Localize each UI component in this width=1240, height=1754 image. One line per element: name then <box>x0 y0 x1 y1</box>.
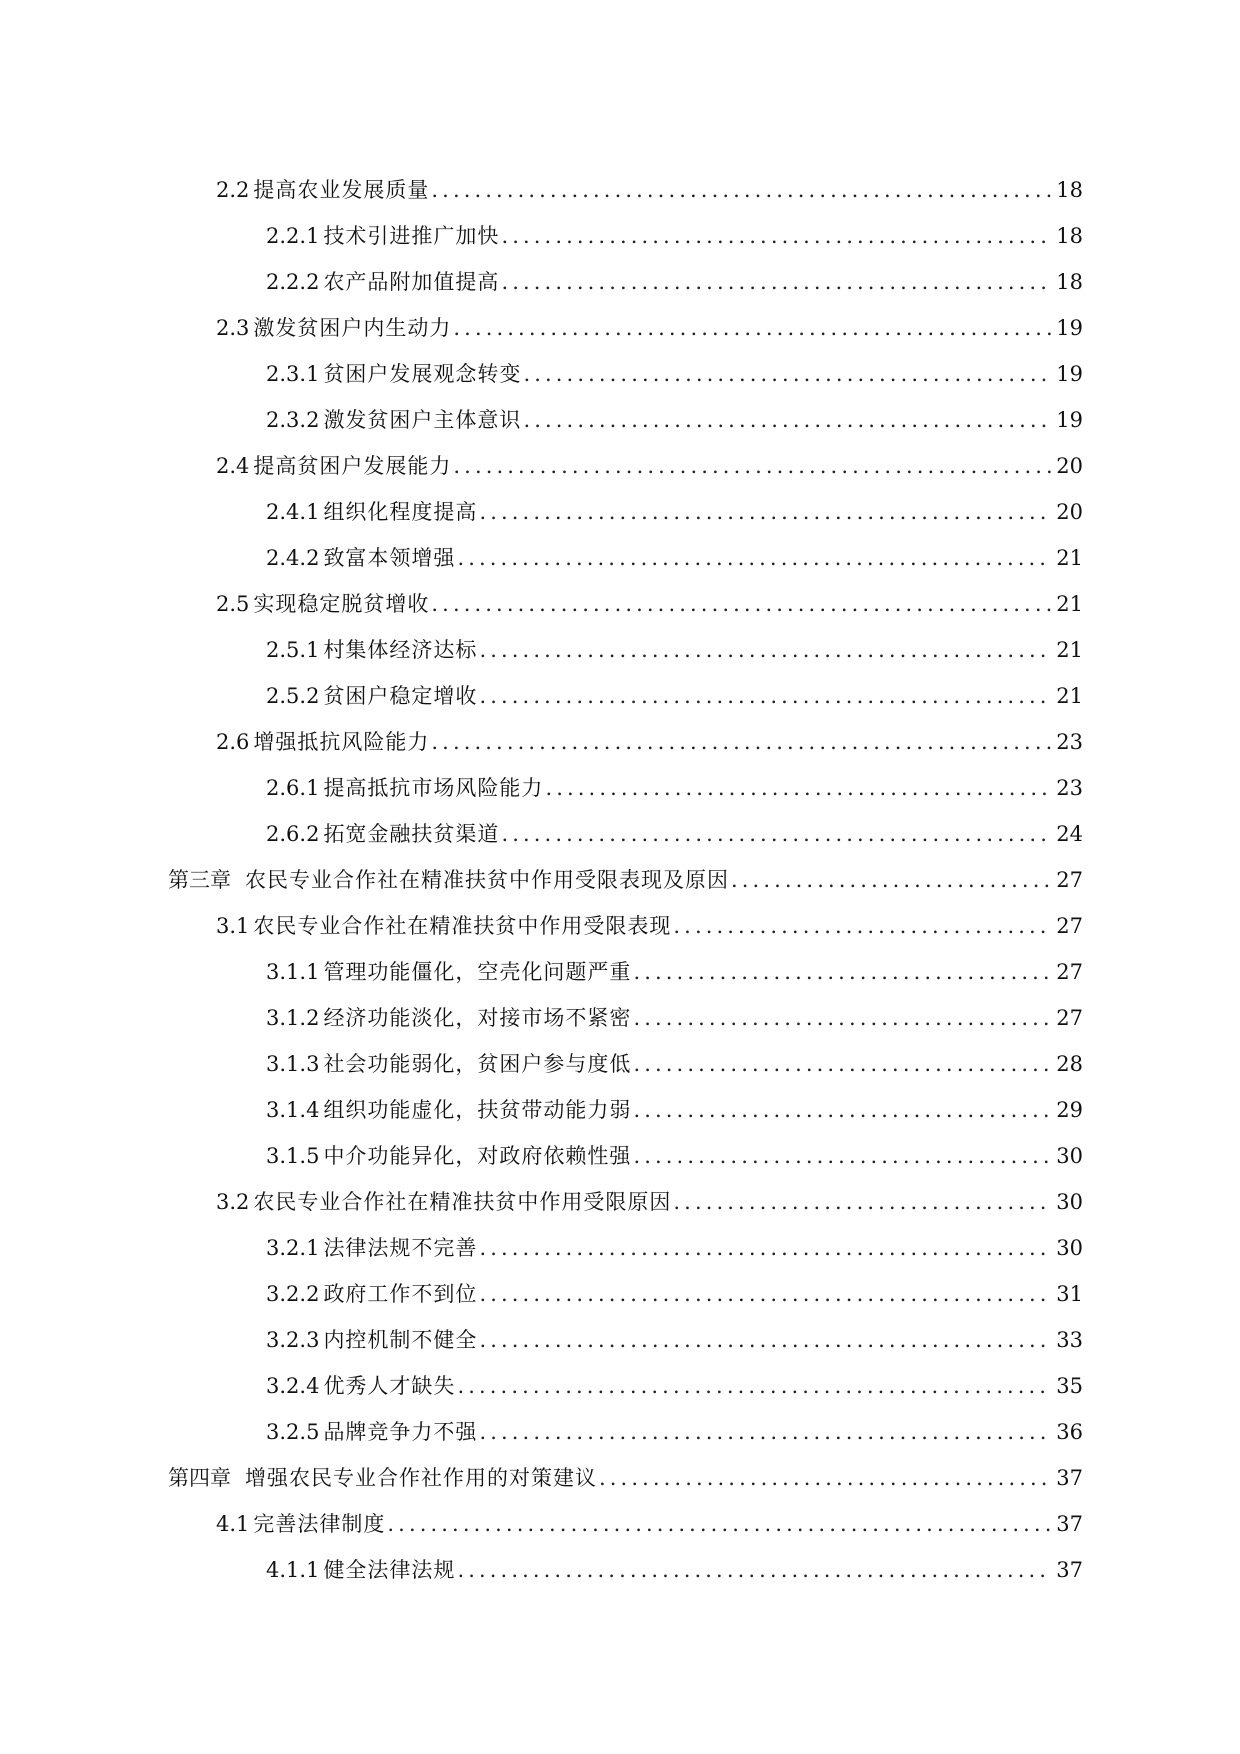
toc-entry[interactable] <box>266 1368 1083 1404</box>
dot-leader <box>599 1460 1052 1496</box>
section-title: 内控机制不健全 <box>323 1328 478 1352</box>
section-number: 2.2 <box>216 178 250 202</box>
section-number: 2.5 <box>216 592 250 616</box>
section-number: 3.1.4 <box>266 1098 320 1122</box>
section-number: 2.2.1 <box>266 224 320 248</box>
section-title: 健全法律法规 <box>323 1558 456 1582</box>
page-number: 23 <box>1056 776 1083 800</box>
page-number: 37 <box>1056 1466 1083 1490</box>
section-number: 3.2 <box>216 1190 250 1214</box>
section-number: 2.6.2 <box>266 822 320 846</box>
section-title: 增强抵抗风险能力 <box>253 730 430 754</box>
section-number: 3.2.2 <box>266 1282 320 1306</box>
toc-entry[interactable] <box>266 1322 1083 1358</box>
section-title: 中介功能异化，对政府依赖性强 <box>323 1144 632 1168</box>
page-number: 33 <box>1056 1328 1083 1352</box>
toc-entry[interactable] <box>216 724 1083 760</box>
toc-entry[interactable] <box>266 678 1083 714</box>
toc-chapter-entry[interactable] <box>168 862 1083 898</box>
page-number: 21 <box>1056 592 1083 616</box>
dot-leader <box>479 1230 1052 1266</box>
dot-leader <box>731 862 1052 898</box>
section-number: 4.1 <box>216 1512 250 1536</box>
section-title: 农民专业合作社在精准扶贫中作用受限表现 <box>253 914 672 938</box>
page-number: 23 <box>1056 730 1083 754</box>
toc-entry[interactable] <box>216 1506 1083 1542</box>
toc-entry[interactable] <box>266 1276 1083 1312</box>
dot-leader <box>387 1506 1052 1542</box>
dot-leader <box>431 586 1052 622</box>
toc-entry[interactable] <box>216 586 1083 622</box>
dot-leader <box>545 770 1052 806</box>
page-number: 29 <box>1056 1098 1083 1122</box>
dot-leader <box>479 1276 1052 1312</box>
page-number: 31 <box>1056 1282 1083 1306</box>
page-number: 27 <box>1056 914 1083 938</box>
section-title: 社会功能弱化，贫困户参与度低 <box>323 1052 632 1076</box>
section-number: 2.3.2 <box>266 408 320 432</box>
section-title: 完善法律制度 <box>253 1512 386 1536</box>
section-title: 提高抵抗市场风险能力 <box>323 776 544 800</box>
toc-entry[interactable] <box>216 448 1083 484</box>
section-title: 实现稳定脱贫增收 <box>253 592 430 616</box>
page-number: 28 <box>1056 1052 1083 1076</box>
section-title: 提高农业发展质量 <box>253 178 430 202</box>
toc-entry[interactable] <box>266 1414 1083 1450</box>
section-title: 管理功能僵化，空壳化问题严重 <box>323 960 632 984</box>
dot-leader <box>501 218 1052 254</box>
dot-leader <box>673 1184 1052 1220</box>
section-number: 2.6 <box>216 730 250 754</box>
dot-leader <box>479 678 1052 714</box>
section-title: 贫困户发展观念转变 <box>323 362 522 386</box>
section-number: 2.5.2 <box>266 684 320 708</box>
section-number: 3.1.5 <box>266 1144 320 1168</box>
section-number: 4.1.1 <box>266 1558 320 1582</box>
toc-entry[interactable] <box>266 1092 1083 1128</box>
page-number: 18 <box>1056 224 1083 248</box>
dot-leader <box>431 172 1052 208</box>
dot-leader <box>633 1000 1052 1036</box>
page-number: 21 <box>1056 546 1083 570</box>
toc-entry[interactable] <box>266 494 1083 530</box>
section-number: 2.4 <box>216 454 250 478</box>
section-number: 2.6.1 <box>266 776 320 800</box>
section-number: 2.4.2 <box>266 546 320 570</box>
section-title: 政府工作不到位 <box>323 1282 478 1306</box>
section-number: 2.2.2 <box>266 270 320 294</box>
toc-entry[interactable] <box>266 1230 1083 1266</box>
section-number: 3.2.1 <box>266 1236 320 1260</box>
page-number: 18 <box>1056 270 1083 294</box>
section-title: 致富本领增强 <box>323 546 456 570</box>
section-title: 优秀人才缺失 <box>323 1374 456 1398</box>
section-title: 提高贫困户发展能力 <box>253 454 452 478</box>
section-number: 3.2.4 <box>266 1374 320 1398</box>
dot-leader <box>479 1322 1052 1358</box>
dot-leader <box>479 1414 1052 1450</box>
page-number: 21 <box>1056 638 1083 662</box>
section-number: 3.2.5 <box>266 1420 320 1444</box>
section-title: 组织功能虚化，扶贫带动能力弱 <box>323 1098 632 1122</box>
toc-entry[interactable] <box>266 632 1083 668</box>
toc-entry[interactable] <box>266 954 1083 990</box>
toc-entry[interactable] <box>266 770 1083 806</box>
dot-leader <box>673 908 1052 944</box>
page-number: 21 <box>1056 684 1083 708</box>
toc-entry[interactable] <box>266 402 1083 438</box>
section-title: 贫困户稳定增收 <box>323 684 478 708</box>
page-number: 30 <box>1056 1190 1083 1214</box>
toc-entry[interactable] <box>266 1552 1083 1588</box>
section-title: 激发贫困户主体意识 <box>323 408 522 432</box>
toc-entry[interactable] <box>266 1046 1083 1082</box>
dot-leader <box>457 540 1052 576</box>
section-title: 农产品附加值提高 <box>323 270 500 294</box>
page-number: 27 <box>1056 1006 1083 1030</box>
toc-entry[interactable] <box>216 908 1083 944</box>
chapter-label: 第三章 <box>168 868 231 892</box>
toc-entry[interactable] <box>266 816 1083 852</box>
dot-leader <box>457 1368 1052 1404</box>
chapter-label: 第四章 <box>168 1466 231 1490</box>
section-title: 技术引进推广加快 <box>323 224 500 248</box>
section-title: 经济功能淡化，对接市场不紧密 <box>323 1006 632 1030</box>
page-number: 18 <box>1056 178 1083 202</box>
page-number: 37 <box>1056 1512 1083 1536</box>
chapter-title: 农民专业合作社在精准扶贫中作用受限表现及原因 <box>245 868 729 892</box>
section-title: 拓宽金融扶贫渠道 <box>323 822 500 846</box>
page-number: 35 <box>1056 1374 1083 1398</box>
section-title: 农民专业合作社在精准扶贫中作用受限原因 <box>253 1190 672 1214</box>
section-number: 2.3 <box>216 316 250 340</box>
section-number: 2.5.1 <box>266 638 320 662</box>
section-title: 激发贫困户内生动力 <box>253 316 452 340</box>
toc-entry[interactable] <box>266 1138 1083 1174</box>
page-number: 36 <box>1056 1420 1083 1444</box>
toc-entry[interactable] <box>216 172 1083 208</box>
dot-leader <box>453 448 1052 484</box>
section-number: 3.1.2 <box>266 1006 320 1030</box>
section-title: 村集体经济达标 <box>323 638 478 662</box>
dot-leader <box>431 724 1052 760</box>
section-number: 2.4.1 <box>266 500 320 524</box>
page-number: 19 <box>1056 408 1083 432</box>
page-number: 19 <box>1056 316 1083 340</box>
section-number: 3.1.1 <box>266 960 320 984</box>
dot-leader <box>633 1092 1052 1128</box>
dot-leader <box>633 1138 1052 1174</box>
dot-leader <box>479 494 1052 530</box>
dot-leader <box>453 310 1052 346</box>
section-number: 2.3.1 <box>266 362 320 386</box>
page-number: 30 <box>1056 1144 1083 1168</box>
dot-leader <box>633 954 1052 990</box>
section-number: 3.1.3 <box>266 1052 320 1076</box>
dot-leader <box>523 402 1052 438</box>
page-number: 20 <box>1056 454 1083 478</box>
toc-entry[interactable] <box>266 540 1083 576</box>
dot-leader <box>633 1046 1052 1082</box>
dot-leader <box>501 816 1052 852</box>
page-number: 27 <box>1056 960 1083 984</box>
page-number: 37 <box>1056 1558 1083 1582</box>
section-title: 法律法规不完善 <box>323 1236 478 1260</box>
section-number: 3.2.3 <box>266 1328 320 1352</box>
toc-entry[interactable] <box>216 310 1083 346</box>
page-number: 30 <box>1056 1236 1083 1260</box>
dot-leader <box>457 1552 1052 1588</box>
toc-entry[interactable] <box>266 1000 1083 1036</box>
section-title: 组织化程度提高 <box>323 500 478 524</box>
page-number: 20 <box>1056 500 1083 524</box>
toc-chapter-entry[interactable] <box>168 1460 1083 1496</box>
dot-leader <box>501 264 1052 300</box>
toc-entry[interactable] <box>266 264 1083 300</box>
page-number: 19 <box>1056 362 1083 386</box>
page-number: 27 <box>1056 868 1083 892</box>
chapter-title: 增强农民专业合作社作用的对策建议 <box>245 1466 597 1490</box>
dot-leader <box>479 632 1052 668</box>
page-number: 24 <box>1056 822 1083 846</box>
toc-entry[interactable] <box>216 1184 1083 1220</box>
section-number: 3.1 <box>216 914 250 938</box>
section-title: 品牌竞争力不强 <box>323 1420 478 1444</box>
toc-entry[interactable] <box>266 356 1083 392</box>
dot-leader <box>523 356 1052 392</box>
toc-entry[interactable] <box>266 218 1083 254</box>
